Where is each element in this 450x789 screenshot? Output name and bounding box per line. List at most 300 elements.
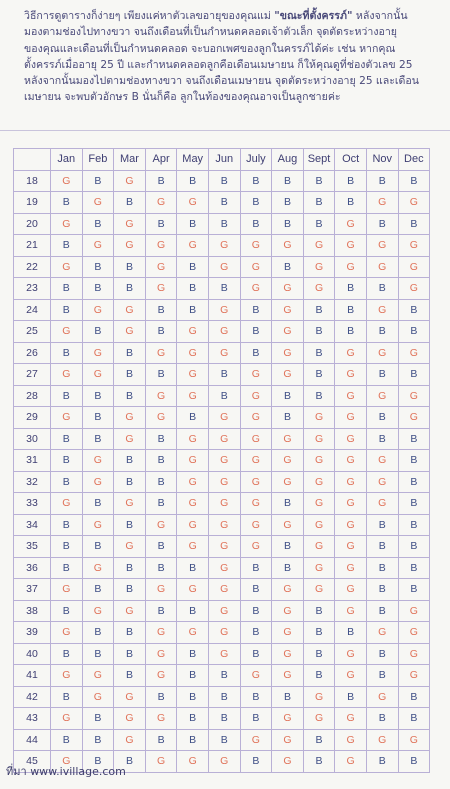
girl-cell: G — [114, 299, 146, 321]
boy-cell: B — [145, 493, 177, 515]
boy-cell: B — [82, 170, 114, 192]
girl-cell: G — [335, 536, 367, 558]
boy-cell: B — [272, 493, 304, 515]
girl-cell: G — [272, 364, 304, 386]
boy-cell: B — [82, 213, 114, 235]
girl-cell: G — [145, 256, 177, 278]
girl-cell: G — [398, 622, 430, 644]
girl-cell: G — [51, 665, 83, 687]
boy-cell: B — [114, 450, 146, 472]
boy-cell: B — [240, 299, 272, 321]
boy-cell: B — [82, 579, 114, 601]
boy-cell: B — [145, 686, 177, 708]
boy-cell: B — [177, 600, 209, 622]
intro-line-3: ของคุณและเดือนที่เป็นกำหนดคลอด จะบอกเพศของลูกในครรภ์ได้ค่ะ เช่น หากคุณ — [24, 42, 396, 55]
girl-cell: G — [303, 256, 335, 278]
girl-cell: G — [366, 729, 398, 751]
boy-cell: B — [208, 213, 240, 235]
girl-cell: G — [398, 385, 430, 407]
girl-cell: G — [177, 471, 209, 493]
boy-cell: B — [398, 471, 430, 493]
boy-cell: B — [51, 536, 83, 558]
boy-cell: B — [114, 192, 146, 214]
boy-cell: B — [177, 407, 209, 429]
girl-cell: G — [114, 321, 146, 343]
girl-cell: G — [177, 536, 209, 558]
age-cell: 39 — [14, 622, 51, 644]
table-row — [14, 708, 430, 730]
boy-cell: B — [177, 299, 209, 321]
boy-cell: B — [303, 299, 335, 321]
boy-cell: B — [303, 385, 335, 407]
boy-cell: B — [398, 686, 430, 708]
boy-cell: B — [51, 450, 83, 472]
table-row — [14, 407, 430, 429]
girl-cell: G — [145, 579, 177, 601]
boy-cell: B — [208, 686, 240, 708]
intro-line-2: มองตามช่องไปทางขวา จนถึงเดือนที่เป็นกำหนดคลอดเจ้าตัวเล็ก จุดตัดระหว่างอายุ — [24, 26, 398, 39]
girl-cell: G — [177, 342, 209, 364]
boy-cell: B — [335, 321, 367, 343]
boy-cell: B — [240, 643, 272, 665]
boy-cell: B — [303, 643, 335, 665]
boy-cell: B — [303, 622, 335, 644]
boy-cell: B — [145, 428, 177, 450]
girl-cell: G — [272, 278, 304, 300]
girl-cell: G — [82, 665, 114, 687]
table-row — [14, 686, 430, 708]
girl-cell: G — [303, 686, 335, 708]
table-row — [14, 729, 430, 751]
girl-cell: G — [145, 278, 177, 300]
table-row — [14, 450, 430, 472]
age-cell: 21 — [14, 235, 51, 257]
table-row — [14, 579, 430, 601]
boy-cell: B — [51, 729, 83, 751]
girl-cell: G — [272, 751, 304, 773]
girl-cell: G — [114, 170, 146, 192]
boy-cell: B — [82, 278, 114, 300]
girl-cell: G — [208, 579, 240, 601]
boy-cell: B — [272, 686, 304, 708]
boy-cell: B — [303, 729, 335, 751]
boy-cell: B — [303, 665, 335, 687]
table-row — [14, 471, 430, 493]
girl-cell: G — [303, 579, 335, 601]
boy-cell: B — [240, 622, 272, 644]
boy-cell: B — [82, 729, 114, 751]
girl-cell: G — [240, 514, 272, 536]
girl-cell: G — [114, 600, 146, 622]
girl-cell: G — [51, 364, 83, 386]
boy-cell: B — [114, 471, 146, 493]
girl-cell: G — [303, 407, 335, 429]
boy-cell: B — [398, 321, 430, 343]
boy-cell: B — [145, 536, 177, 558]
girl-cell: G — [208, 557, 240, 579]
boy-cell: B — [51, 278, 83, 300]
girl-cell: G — [51, 493, 83, 515]
girl-cell: G — [335, 729, 367, 751]
girl-cell: G — [303, 428, 335, 450]
girl-cell: G — [82, 471, 114, 493]
boy-cell: B — [240, 192, 272, 214]
age-cell: 22 — [14, 256, 51, 278]
girl-cell: G — [177, 385, 209, 407]
girl-cell: G — [335, 600, 367, 622]
girl-cell: G — [177, 622, 209, 644]
table-row — [14, 428, 430, 450]
boy-cell: B — [114, 514, 146, 536]
age-cell: 43 — [14, 708, 51, 730]
girl-cell: G — [145, 385, 177, 407]
boy-cell: B — [208, 192, 240, 214]
boy-cell: B — [240, 170, 272, 192]
age-cell: 23 — [14, 278, 51, 300]
girl-cell: G — [145, 407, 177, 429]
girl-cell: G — [366, 342, 398, 364]
boy-cell: B — [177, 170, 209, 192]
boy-cell: B — [114, 256, 146, 278]
boy-cell: B — [51, 600, 83, 622]
girl-cell: G — [145, 342, 177, 364]
boy-cell: B — [398, 557, 430, 579]
girl-cell: G — [240, 428, 272, 450]
boy-cell: B — [398, 213, 430, 235]
boy-cell: B — [51, 686, 83, 708]
girl-cell: G — [240, 407, 272, 429]
boy-cell: B — [272, 407, 304, 429]
table-row — [14, 643, 430, 665]
header-month: July — [240, 149, 272, 171]
table-row — [14, 256, 430, 278]
girl-cell: G — [366, 450, 398, 472]
boy-cell: B — [398, 536, 430, 558]
divider-line — [0, 130, 450, 131]
girl-cell: G — [177, 192, 209, 214]
boy-cell: B — [303, 213, 335, 235]
girl-cell: G — [51, 170, 83, 192]
table-row — [14, 665, 430, 687]
girl-cell: G — [335, 407, 367, 429]
girl-cell: G — [335, 708, 367, 730]
girl-cell: G — [335, 385, 367, 407]
girl-cell: G — [51, 579, 83, 601]
girl-cell: G — [208, 342, 240, 364]
boy-cell: B — [114, 342, 146, 364]
boy-cell: B — [114, 385, 146, 407]
source-label: ที่มา — [6, 765, 27, 778]
girl-cell: G — [335, 751, 367, 773]
boy-cell: B — [240, 321, 272, 343]
girl-cell: G — [366, 192, 398, 214]
intro-line-1-end: หลังจากนั้น — [352, 10, 408, 22]
boy-cell: B — [177, 557, 209, 579]
table-row — [14, 170, 430, 192]
girl-cell: G — [398, 729, 430, 751]
girl-cell: G — [114, 407, 146, 429]
girl-cell: G — [82, 600, 114, 622]
girl-cell: G — [303, 493, 335, 515]
boy-cell: B — [114, 751, 146, 773]
source-url[interactable]: www.ivillage.com — [30, 765, 126, 778]
girl-cell: G — [114, 213, 146, 235]
girl-cell: G — [335, 579, 367, 601]
girl-cell: G — [398, 192, 430, 214]
boy-cell: B — [366, 364, 398, 386]
girl-cell: G — [335, 450, 367, 472]
boy-cell: B — [82, 643, 114, 665]
boy-cell: B — [177, 708, 209, 730]
girl-cell: G — [272, 622, 304, 644]
boy-cell: B — [82, 256, 114, 278]
girl-cell: G — [335, 643, 367, 665]
boy-cell: B — [303, 192, 335, 214]
girl-cell: G — [335, 665, 367, 687]
girl-cell: G — [82, 299, 114, 321]
girl-cell: G — [208, 536, 240, 558]
table-row — [14, 342, 430, 364]
girl-cell: G — [272, 235, 304, 257]
boy-cell: B — [208, 278, 240, 300]
girl-cell: G — [208, 321, 240, 343]
age-cell: 25 — [14, 321, 51, 343]
boy-cell: B — [240, 557, 272, 579]
girl-cell: G — [240, 385, 272, 407]
girl-cell: G — [145, 708, 177, 730]
intro-emphasis: "ขณะที่ตั้งครรภ์" — [274, 10, 353, 22]
girl-cell: G — [303, 708, 335, 730]
girl-cell: G — [51, 751, 83, 773]
girl-cell: G — [335, 471, 367, 493]
boy-cell: B — [145, 729, 177, 751]
header-month: Jan — [51, 149, 83, 171]
girl-cell: G — [240, 729, 272, 751]
boy-cell: B — [366, 213, 398, 235]
girl-cell: G — [398, 256, 430, 278]
boy-cell: B — [240, 213, 272, 235]
table-row — [14, 385, 430, 407]
boy-cell: B — [303, 600, 335, 622]
age-cell: 37 — [14, 579, 51, 601]
girl-cell: G — [272, 321, 304, 343]
girl-cell: G — [240, 235, 272, 257]
girl-cell: G — [303, 557, 335, 579]
age-cell: 32 — [14, 471, 51, 493]
girl-cell: G — [398, 342, 430, 364]
girl-cell: G — [366, 385, 398, 407]
boy-cell: B — [366, 643, 398, 665]
boy-cell: B — [366, 536, 398, 558]
girl-cell: G — [366, 686, 398, 708]
table-row — [14, 321, 430, 343]
boy-cell: B — [272, 213, 304, 235]
boy-cell: B — [272, 557, 304, 579]
girl-cell: G — [114, 686, 146, 708]
header-month: Nov — [366, 149, 398, 171]
girl-cell: G — [145, 751, 177, 773]
boy-cell: B — [51, 342, 83, 364]
girl-cell: G — [303, 278, 335, 300]
girl-cell: G — [114, 235, 146, 257]
girl-cell: G — [335, 342, 367, 364]
boy-cell: B — [51, 471, 83, 493]
boy-cell: B — [177, 686, 209, 708]
boy-cell: B — [335, 278, 367, 300]
girl-cell: G — [335, 514, 367, 536]
girl-cell: G — [366, 299, 398, 321]
table-row — [14, 493, 430, 515]
header-month: Apr — [145, 149, 177, 171]
boy-cell: B — [303, 342, 335, 364]
girl-cell: G — [51, 213, 83, 235]
boy-cell: B — [272, 536, 304, 558]
girl-cell: G — [114, 729, 146, 751]
boy-cell: B — [145, 557, 177, 579]
table-row — [14, 514, 430, 536]
girl-cell: G — [398, 235, 430, 257]
boy-cell: B — [272, 192, 304, 214]
table-row — [14, 278, 430, 300]
girl-cell: G — [398, 407, 430, 429]
boy-cell: B — [82, 622, 114, 644]
girl-cell: G — [51, 256, 83, 278]
boy-cell: B — [398, 493, 430, 515]
boy-cell: B — [51, 428, 83, 450]
source-credit — [6, 762, 126, 780]
boy-cell: B — [240, 579, 272, 601]
table-row — [14, 536, 430, 558]
girl-cell: G — [208, 471, 240, 493]
header-month: Jun — [208, 149, 240, 171]
boy-cell: B — [240, 342, 272, 364]
girl-cell: G — [335, 428, 367, 450]
girl-cell: G — [114, 428, 146, 450]
boy-cell: B — [398, 170, 430, 192]
girl-cell: G — [272, 342, 304, 364]
age-cell: 27 — [14, 364, 51, 386]
table-row — [14, 557, 430, 579]
boy-cell: B — [335, 170, 367, 192]
girl-cell: G — [208, 428, 240, 450]
header-month: Mar — [114, 149, 146, 171]
boy-cell: B — [177, 256, 209, 278]
boy-cell: B — [366, 514, 398, 536]
girl-cell: G — [114, 536, 146, 558]
age-cell: 24 — [14, 299, 51, 321]
boy-cell: B — [240, 600, 272, 622]
girl-cell: G — [177, 235, 209, 257]
girl-cell: G — [208, 407, 240, 429]
boy-cell: B — [177, 665, 209, 687]
boy-cell: B — [335, 622, 367, 644]
girl-cell: G — [177, 514, 209, 536]
boy-cell: B — [366, 579, 398, 601]
boy-cell: B — [398, 299, 430, 321]
age-cell: 41 — [14, 665, 51, 687]
boy-cell: B — [82, 321, 114, 343]
boy-cell: B — [335, 299, 367, 321]
header-month: Feb — [82, 149, 114, 171]
girl-cell: G — [303, 471, 335, 493]
girl-cell: G — [208, 622, 240, 644]
girl-cell: G — [145, 665, 177, 687]
girl-cell: G — [208, 600, 240, 622]
boy-cell: B — [208, 364, 240, 386]
girl-cell: G — [82, 557, 114, 579]
girl-cell: G — [208, 256, 240, 278]
boy-cell: B — [82, 385, 114, 407]
header-month: Sept — [303, 149, 335, 171]
girl-cell: G — [82, 192, 114, 214]
girl-cell: G — [177, 428, 209, 450]
boy-cell: B — [208, 170, 240, 192]
girl-cell: G — [272, 729, 304, 751]
girl-cell: G — [240, 278, 272, 300]
girl-cell: G — [366, 256, 398, 278]
boy-cell: B — [51, 385, 83, 407]
age-cell: 36 — [14, 557, 51, 579]
boy-cell: B — [208, 729, 240, 751]
girl-cell: G — [335, 557, 367, 579]
age-cell: 38 — [14, 600, 51, 622]
boy-cell: B — [366, 278, 398, 300]
girl-cell: G — [335, 213, 367, 235]
boy-cell: B — [145, 299, 177, 321]
boy-cell: B — [145, 471, 177, 493]
girl-cell: G — [240, 450, 272, 472]
boy-cell: B — [272, 385, 304, 407]
girl-cell: G — [240, 536, 272, 558]
girl-cell: G — [303, 450, 335, 472]
girl-cell: G — [177, 450, 209, 472]
boy-cell: B — [114, 557, 146, 579]
girl-cell: G — [272, 665, 304, 687]
boy-cell: B — [335, 686, 367, 708]
boy-cell: B — [398, 708, 430, 730]
girl-cell: G — [114, 708, 146, 730]
boy-cell: B — [398, 751, 430, 773]
header-row — [14, 149, 430, 171]
table-body — [14, 170, 430, 772]
age-cell: 29 — [14, 407, 51, 429]
girl-cell: G — [272, 600, 304, 622]
boy-cell: B — [398, 514, 430, 536]
girl-cell: G — [82, 364, 114, 386]
girl-cell: G — [145, 192, 177, 214]
girl-cell: G — [272, 450, 304, 472]
boy-cell: B — [240, 708, 272, 730]
boy-cell: B — [145, 213, 177, 235]
girl-cell: G — [240, 256, 272, 278]
boy-cell: B — [208, 708, 240, 730]
girl-cell: G — [303, 235, 335, 257]
girl-cell: G — [51, 622, 83, 644]
girl-cell: G — [177, 751, 209, 773]
table-row — [14, 364, 430, 386]
girl-cell: G — [208, 514, 240, 536]
girl-cell: G — [240, 364, 272, 386]
age-cell: 20 — [14, 213, 51, 235]
girl-cell: G — [114, 493, 146, 515]
header-month: Dec — [398, 149, 430, 171]
intro-line-6: เมษายน จะพบตัวอักษร B นั่นก็คือ ลูกในท้องของคุณอาจเป็นลูกชายค่ะ — [24, 91, 341, 104]
boy-cell: B — [366, 407, 398, 429]
girl-cell: G — [51, 321, 83, 343]
boy-cell: B — [51, 192, 83, 214]
girl-cell: G — [82, 342, 114, 364]
age-cell: 45 — [14, 751, 51, 773]
